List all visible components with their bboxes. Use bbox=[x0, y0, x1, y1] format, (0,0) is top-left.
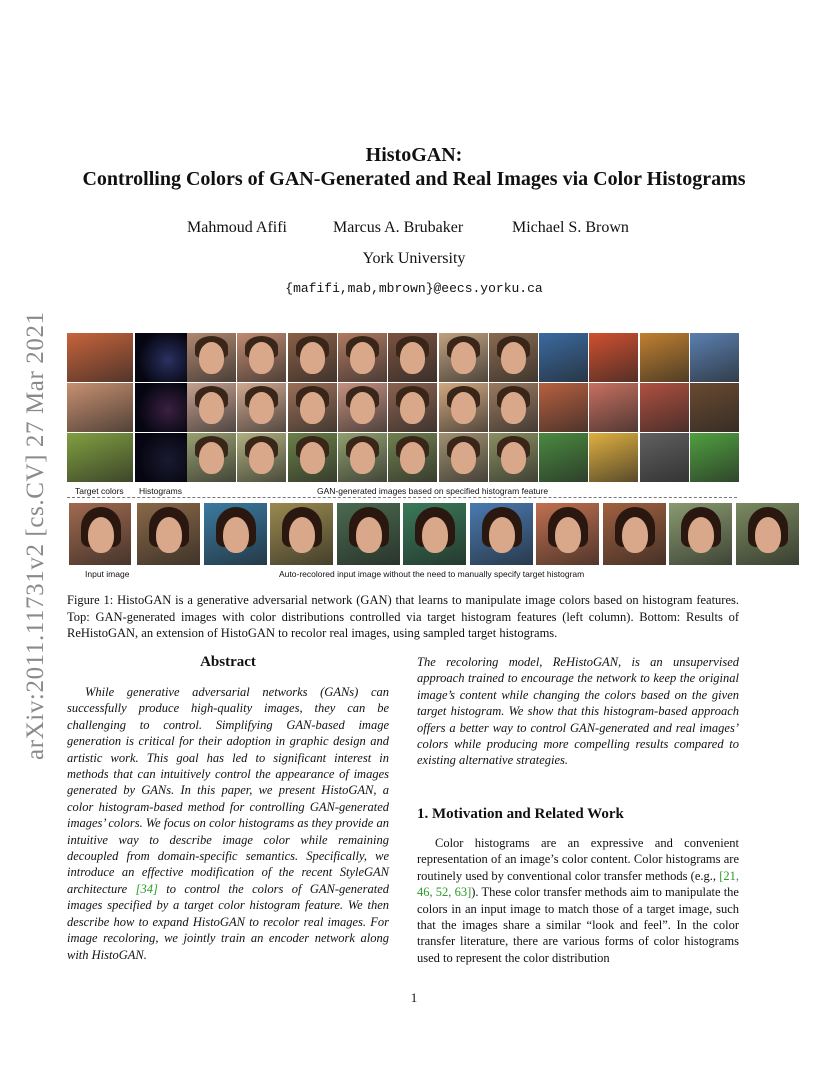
figure-image-tile bbox=[388, 333, 437, 382]
abstract-heading: Abstract bbox=[200, 654, 256, 670]
section-text-part1: Color histograms are an expressive and convenient representation of an image’s color content. Color histograms are routinely used by conventional color transfer methods (e.g., bbox=[417, 836, 739, 883]
face-shape bbox=[622, 517, 648, 553]
recolored-image-tile bbox=[536, 503, 599, 565]
figure-image-tile bbox=[288, 433, 337, 482]
figure-image-tile bbox=[338, 383, 387, 432]
figure-image-tile bbox=[237, 433, 286, 482]
figure-image-tile bbox=[539, 433, 588, 482]
face-shape bbox=[489, 517, 515, 553]
figure-image-tile bbox=[589, 383, 638, 432]
abstract-text bbox=[67, 684, 389, 963]
figure-image-tile bbox=[237, 333, 286, 382]
figure-image-tile bbox=[338, 433, 387, 482]
citation-links[interactable]: [21, 46, 52, 63] bbox=[417, 868, 739, 900]
figure-image-tile bbox=[589, 333, 638, 382]
face-shape bbox=[451, 342, 476, 374]
figure-image-tile bbox=[288, 333, 337, 382]
abstract-continued: The recoloring model, ReHistoGAN, is an unsupervised approach trained to encourage the network to keep the original image’s content while changing the colors based on the given target histogram. We show that this histogram-based approach offers a better way to control GAN-generated and real images’ colors while producing more compelling results compared to existing alternative strategies. bbox=[417, 655, 739, 768]
face-shape bbox=[88, 517, 114, 553]
face-shape bbox=[249, 342, 274, 374]
figure-image-tile bbox=[640, 433, 689, 482]
paper-title-line1: HistoGAN: bbox=[365, 144, 463, 166]
input-image-tile bbox=[69, 503, 131, 565]
figure-image-tile bbox=[67, 433, 133, 482]
figure-image-tile bbox=[439, 383, 488, 432]
recolored-image-tile bbox=[204, 503, 267, 565]
figure-image-tile bbox=[640, 333, 689, 382]
author-3: Michael S. Brown bbox=[512, 219, 629, 236]
face-shape bbox=[223, 517, 249, 553]
face-shape bbox=[199, 342, 224, 374]
recolored-image-tile bbox=[403, 503, 466, 565]
face-shape bbox=[156, 517, 182, 553]
face-shape bbox=[350, 342, 375, 374]
face-shape bbox=[501, 392, 526, 424]
figure-image-tile bbox=[539, 333, 588, 382]
section-heading: 1. Motivation and Related Work bbox=[417, 806, 624, 822]
section-text bbox=[417, 835, 739, 966]
face-shape bbox=[400, 342, 425, 374]
figure-caption: Figure 1: HistoGAN is a generative adversarial network (GAN) that learns to manipulate image colors based on histogram features. Top: GAN-generated images with color distributions controlled via target histogram features (left column). Bottom: Results of ReHistoGAN, an extension of HistoGAN to recolor real images, using sampled target histograms. bbox=[67, 593, 739, 640]
citation-link[interactable]: [34] bbox=[135, 881, 158, 896]
face-shape bbox=[249, 442, 274, 474]
face-shape bbox=[199, 442, 224, 474]
label-target-colors: Target colors bbox=[75, 486, 124, 496]
recolored-image-tile bbox=[736, 503, 799, 565]
face-shape bbox=[300, 442, 325, 474]
face-shape bbox=[350, 392, 375, 424]
figure-image-tile bbox=[237, 383, 286, 432]
face-shape bbox=[300, 342, 325, 374]
author-2: Marcus A. Brubaker bbox=[333, 219, 464, 236]
figure-image-tile bbox=[67, 333, 133, 382]
face-shape bbox=[300, 392, 325, 424]
face-shape bbox=[356, 517, 382, 553]
label-generated: GAN-generated images based on specified histogram feature bbox=[317, 486, 549, 496]
figure-image-tile bbox=[589, 433, 638, 482]
face-shape bbox=[451, 392, 476, 424]
abstract-text-part2: to control the colors of GAN-generated images specified by a target color histogram feature. We then describe how to expand HistoGAN to recolor real images. For image recoloring, we jointly train an encoder network along with HistoGAN. bbox=[67, 881, 389, 962]
figure-image-tile bbox=[187, 433, 236, 482]
figure-image-tile bbox=[67, 383, 133, 432]
face-shape bbox=[555, 517, 581, 553]
figure-image-tile bbox=[690, 383, 739, 432]
face-shape bbox=[289, 517, 315, 553]
recolored-image-tile bbox=[603, 503, 666, 565]
figure-image-tile bbox=[439, 333, 488, 382]
figure-image-tile bbox=[690, 433, 739, 482]
teaser-figure bbox=[67, 333, 737, 583]
face-shape bbox=[199, 392, 224, 424]
face-shape bbox=[249, 392, 274, 424]
author-email: {mafifi,mab,mbrown}@eecs.yorku.ca bbox=[285, 281, 543, 296]
face-shape bbox=[422, 517, 448, 553]
figure-image-tile bbox=[539, 383, 588, 432]
recolored-image-tile bbox=[337, 503, 400, 565]
face-shape bbox=[451, 442, 476, 474]
figure-image-tile bbox=[690, 333, 739, 382]
figure-image-tile bbox=[338, 333, 387, 382]
figure-image-tile bbox=[388, 433, 437, 482]
label-recolored: Auto-recolored input image without the need to manually specify target histogram bbox=[279, 569, 585, 579]
figure-image-tile bbox=[187, 333, 236, 382]
author-1: Mahmoud Afifi bbox=[187, 219, 287, 236]
label-input-image: Input image bbox=[85, 569, 130, 579]
face-shape bbox=[400, 442, 425, 474]
figure-image-tile bbox=[489, 333, 538, 382]
figure-divider bbox=[67, 497, 737, 498]
figure-image-tile bbox=[489, 383, 538, 432]
paper-title-line2: Controlling Colors of GAN-Generated and Real Images via Color Histograms bbox=[82, 168, 746, 190]
figure-image-tile bbox=[439, 433, 488, 482]
section-text-part2: ). These color transfer methods aim to manipulate the colors in an input image to match those of a target image, such that the images share a similar “look and feel”. In the color transfer literature, there are various forms of color histograms used to represent the color distribution bbox=[417, 885, 739, 965]
face-shape bbox=[755, 517, 781, 553]
figure-image-tile bbox=[288, 383, 337, 432]
page-number: 1 bbox=[410, 990, 418, 1005]
recolored-image-tile bbox=[270, 503, 333, 565]
figure-image-tile bbox=[640, 383, 689, 432]
label-histograms: Histograms bbox=[139, 486, 182, 496]
face-shape bbox=[688, 517, 714, 553]
affiliation: York University bbox=[362, 250, 466, 267]
figure-image-tile bbox=[187, 383, 236, 432]
face-shape bbox=[350, 442, 375, 474]
recolored-image-tile bbox=[669, 503, 732, 565]
figure-image-tile bbox=[489, 433, 538, 482]
abstract-text-part1: While generative adversarial networks (GANs) can successfully produce high-quality images, they can be challenging to control. Simplifying GAN-based image generation is critical for their adoption in graphic design and artistic work. This goal has led to significant interest in methods that can intuitively control the appearance of images generated by GANs. In this paper, we present HistoGAN, a color histogram-based method for controlling GAN-generated images’ colors. We focus on color histograms as they provide an intuitive way to describe image color while remaining decoupled from domain-specific semantics. Specifically, we introduce an effective modification of the recent StyleGAN architecture bbox=[67, 685, 389, 896]
recolored-image-tile bbox=[470, 503, 533, 565]
face-shape bbox=[400, 392, 425, 424]
arxiv-identifier: arXiv:2011.11731v2 [cs.CV] 27 Mar 2021 bbox=[22, 311, 49, 760]
face-shape bbox=[501, 342, 526, 374]
figure-image-tile bbox=[388, 383, 437, 432]
face-shape bbox=[501, 442, 526, 474]
recolored-image-tile bbox=[137, 503, 200, 565]
